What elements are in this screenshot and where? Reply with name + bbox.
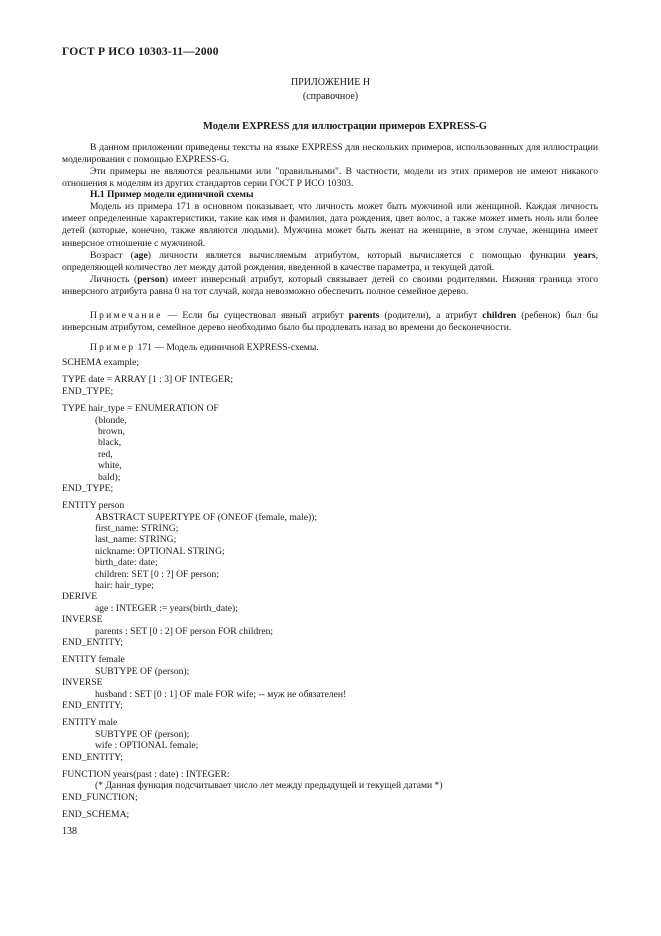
code-line: (blonde,: [95, 414, 127, 426]
code-line: SCHEMA example;: [62, 357, 140, 368]
paragraph-intro: В данном приложении приведены тексты на языке EXPRESS для нескольких примеров, использованных для иллюстрации моделирования с помощью EXPRESS-G.: [62, 142, 598, 166]
code-line: END_TYPE;: [62, 482, 114, 494]
annex-label: ПРИЛОЖЕНИЕ Н: [290, 77, 371, 88]
express-schema-listing: [62, 357, 443, 820]
code-line: bald);: [98, 471, 121, 483]
section-heading: Н.1 Пример модели единичной схемы: [90, 189, 254, 200]
paragraph-model-description: Модель из примера 171 в основном показывает, что личность может быть мужчиной или женщиной. Каждая личность имеет определенные характеристики, такие как имя и фамилия, дата рождения, цвет волос, а также может иметь ноль или более детей (которые, конечно, также являются людьми). Мужчина может быть женат на женщине, в этом случае, женщина имеет инверсное отношение с мужчиной.: [62, 201, 598, 249]
code-line: age : INTEGER := years(birth_date);: [95, 602, 238, 614]
code-line: SUBTYPE OF (person);: [95, 665, 190, 677]
paragraph-disclaimer: Эти примеры не являются реальными или "правильными". В частности, модели из этих примеров не имеют никакого отношения к моделям из других стандартов серии ГОСТ Р ИСО 10303.: [62, 166, 598, 190]
code-line: TYPE date = ARRAY [1 : 3] OF INTEGER;: [62, 374, 233, 386]
code-line: black,: [98, 437, 122, 449]
code-line: END_TYPE;: [62, 385, 114, 397]
code-line: DERIVE: [62, 591, 98, 603]
example-caption: Пример 171 — Модель единичной EXPRESS-схемы.: [90, 342, 319, 353]
code-line: END_FUNCTION;: [62, 791, 138, 803]
code-line: END_ENTITY;: [62, 751, 123, 763]
code-line: last_name: STRING;: [95, 534, 177, 546]
code-line: birth_date: date;: [95, 557, 158, 569]
code-line: children: SET [0 : ?] OF person;: [95, 568, 219, 580]
code-line: nickname: OPTIONAL STRING;: [95, 545, 225, 557]
code-line: END_ENTITY;: [62, 699, 123, 711]
code-line: brown,: [98, 425, 125, 437]
code-line: ABSTRACT SUPERTYPE OF (ONEOF (female, male));: [95, 511, 318, 523]
code-line: FUNCTION years(past : date) : INTEGER:: [62, 768, 230, 780]
standard-header: ГОСТ Р ИСО 10303-11—2000: [62, 46, 219, 58]
annex-status: (справочное): [302, 91, 359, 102]
code-line: wife : OPTIONAL female;: [95, 740, 199, 752]
code-line: END_SCHEMA;: [62, 809, 130, 821]
code-line: husband : SET [0 : 1] OF male FOR wife; -- муж не обязателен!: [95, 688, 347, 700]
paragraph-person: Личность (person) имеет инверсный атрибут, который связывает детей со своими родителями. Нижняя граница этого инверсного атрибута равна 0 на тот случай, когда невозможно обеспечить полное семейное дерево.: [62, 274, 598, 298]
code-line: (* Данная функция подсчитывает число лет между предыдущей и текущей датами *): [95, 780, 443, 792]
annex-title: Модели EXPRESS для иллюстрации примеров EXPRESS-G: [202, 121, 488, 132]
note-paragraph: Примечание — Если бы существовал явный атрибут parents (родители), а атрибут children (ребенок) был бы инверсным атрибутом, семейное дерево необходимо было бы продлевать назад во времени до бесконечности.: [62, 310, 598, 334]
code-line: white,: [98, 460, 122, 472]
code-line: hair: hair_type;: [95, 580, 154, 592]
code-line: parents : SET [0 : 2] OF person FOR children;: [95, 625, 274, 637]
code-line: ENTITY male: [62, 717, 118, 729]
code-line: ENTITY female: [62, 654, 125, 666]
code-line: INVERSE: [62, 677, 103, 689]
code-line: red,: [98, 448, 113, 460]
page-number: 138: [62, 826, 77, 837]
code-line: TYPE hair_type = ENUMERATION OF: [62, 403, 219, 415]
code-line: first_name: STRING;: [95, 523, 179, 535]
paragraph-age: Возраст (age) личности является вычисляемым атрибутом, который вычисляется с помощью функции years, определяющей количество лет между датой рождения, введенной в качестве параметра, и текущей датой.: [62, 250, 598, 274]
code-line: INVERSE: [62, 614, 103, 626]
code-line: ENTITY person: [62, 500, 125, 512]
code-line: SUBTYPE OF (person);: [95, 728, 190, 740]
code-line: END_ENTITY;: [62, 636, 123, 648]
